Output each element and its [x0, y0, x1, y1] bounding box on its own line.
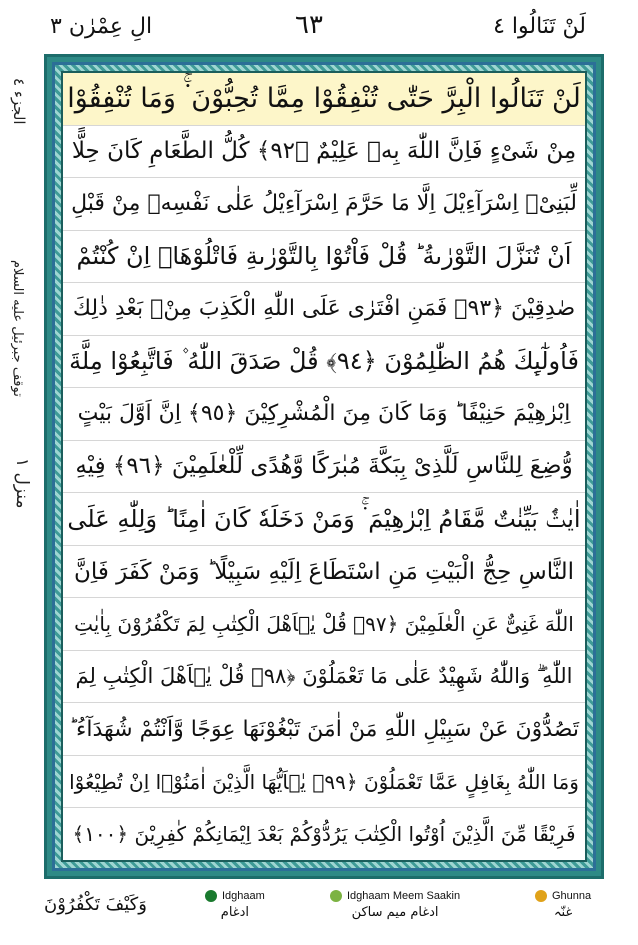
manzil-marker: منزل ١ — [12, 458, 32, 509]
verse-line: لَنْ تَنَالُوا الْبِرَّ حَتّٰى تُنْفِقُوْا مِمَّا تُحِبُّوْنَ ۬ۚ وَمَا تُنْفِقُوْا — [63, 73, 585, 126]
legend-idghaam — [205, 890, 265, 920]
verse-line: مِنْ شَیْءٍ فَاِنَّ اللّٰهَ بِهٖ عَلِیْمٌ ﴿٩٢﴾ كُلُّ الطَّعَامِ كَانَ حِلًّا — [63, 126, 585, 179]
verse-line: تَصُدُّوْنَ عَنْ سَبِیْلِ اللّٰهِ مَنْ اٰمَنَ تَبْغُوْنَهَا عِوَجًا وَّاَنْتُمْ شُهَدَآءُ ؕ — [63, 703, 585, 756]
surah-name: الِ عِمْرٰن ٣ — [50, 14, 153, 39]
light-green-dot-icon — [330, 890, 342, 902]
page-number: ٦٣ — [295, 10, 323, 40]
page-header — [0, 0, 638, 52]
verse-line: فَاُولٰٓىِٕكَ هُمُ الظّٰلِمُوْنَ ﴿٩٤﴾ قُلْ صَدَقَ اللّٰهُ ۫ فَاتَّبِعُوْا مِلَّةَ — [63, 336, 585, 389]
legend-label: Ghunna — [552, 890, 592, 902]
legend-arabic: غنّہ — [553, 905, 573, 920]
page-footer — [0, 884, 638, 945]
quran-text-panel — [61, 71, 587, 862]
catchword: وَكَیْفَ تَكْفُرُوْنَ — [44, 894, 147, 915]
legend-label: Idghaam Meem Saakin — [347, 890, 461, 902]
legend-label: Idghaam — [222, 890, 265, 902]
verse-line: اَنْ تُنَزَّلَ التَّوْرٰىةُ ؕ قُلْ فَاْتُوْا بِالتَّوْرٰىةِ فَاتْلُوْهَاۤ اِنْ كُنْتُمْ — [63, 231, 585, 284]
verse-line: صٰدِقِیْنَ ﴿٩٣﴾ فَمَنِ افْتَرٰى عَلَى اللّٰهِ الْكَذِبَ مِنْۢ بَعْدِ ذٰلِكَ — [63, 283, 585, 336]
verse-line: اِبْرٰهِیْمَ حَنِیْفًا ؕ وَمَا كَانَ مِنَ الْمُشْرِكِیْنَ ﴿٩٥﴾ اِنَّ اَوَّلَ بَیْتٍ — [63, 388, 585, 441]
legend-arabic: ادغام — [220, 905, 250, 920]
verse-line: اٰیٰتٌۢ بَیِّنٰتٌ مَّقَامُ اِبْرٰهِیْمَ ۬ۚ وَمَنْ دَخَلَهٗ كَانَ اٰمِنًا ؕ وَلِلّٰهِ عَلَى — [63, 493, 585, 546]
green-dot-icon — [205, 890, 217, 902]
verse-line: النَّاسِ حِجُّ الْبَیْتِ مَنِ اسْتَطَاعَ اِلَیْهِ سَبِیْلًا ؕ وَمَنْ كَفَرَ فَاِنَّ — [63, 546, 585, 599]
orange-dot-icon — [535, 890, 547, 902]
verse-line: لِّبَنِیْۤ اِسْرَآءِیْلَ اِلَّا مَا حَرَّمَ اِسْرَآءِیْلُ عَلٰى نَفْسِهٖ مِنْ قَبْلِ — [63, 178, 585, 231]
verse-line: وُّضِعَ لِلنَّاسِ لَلَّذِیْ بِبَكَّةَ مُبٰرَكًا وَّهُدًى لِّلْعٰلَمِیْنَ ﴿٩٦﴾ فِیْهِ — [63, 441, 585, 494]
waqf-note: توقف جبرئیل علیه السلام — [10, 260, 25, 397]
verse-line: اللّٰهِ ۖۗ وَاللّٰهُ شَهِیْدٌ عَلٰى مَا تَعْمَلُوْنَ ﴿٩٨﴾ قُلْ یٰۤاَهْلَ الْكِتٰبِ لِمَ — [63, 651, 585, 704]
verse-line: اللّٰهَ غَنِیٌّ عَنِ الْعٰلَمِیْنَ ﴿٩٧﴾ قُلْ یٰۤاَهْلَ الْكِتٰبِ لِمَ تَكْفُرُوْنَ بِاٰیٰتِ — [63, 598, 585, 651]
legend-ghunna — [535, 890, 591, 920]
legend-idghaam-meem-saakin — [330, 890, 460, 920]
page-frame — [44, 54, 604, 879]
verse-line: وَمَا اللّٰهُ بِغَافِلٍ عَمَّا تَعْمَلُوْنَ ﴿٩٩﴾ یٰۤاَیُّهَا الَّذِیْنَ اٰمَنُوْۤا اِنْ تُطِیْعُوْا — [63, 756, 585, 809]
legend-arabic: ادغام میم ساکن — [351, 905, 439, 920]
para-name: لَنْ تَنَالُوا ٤ — [493, 14, 586, 39]
verse-line: فَرِیْقًا مِّنَ الَّذِیْنَ اُوْتُوا الْكِتٰبَ یَرُدُّوْكُمْ بَعْدَ اِیْمَانِكُمْ كٰفِرِیْنَ ﴿١٠٠﴾ — [72, 822, 576, 847]
juz-marker: الجزء ٤ — [10, 78, 28, 125]
decorative-border — [52, 62, 596, 871]
